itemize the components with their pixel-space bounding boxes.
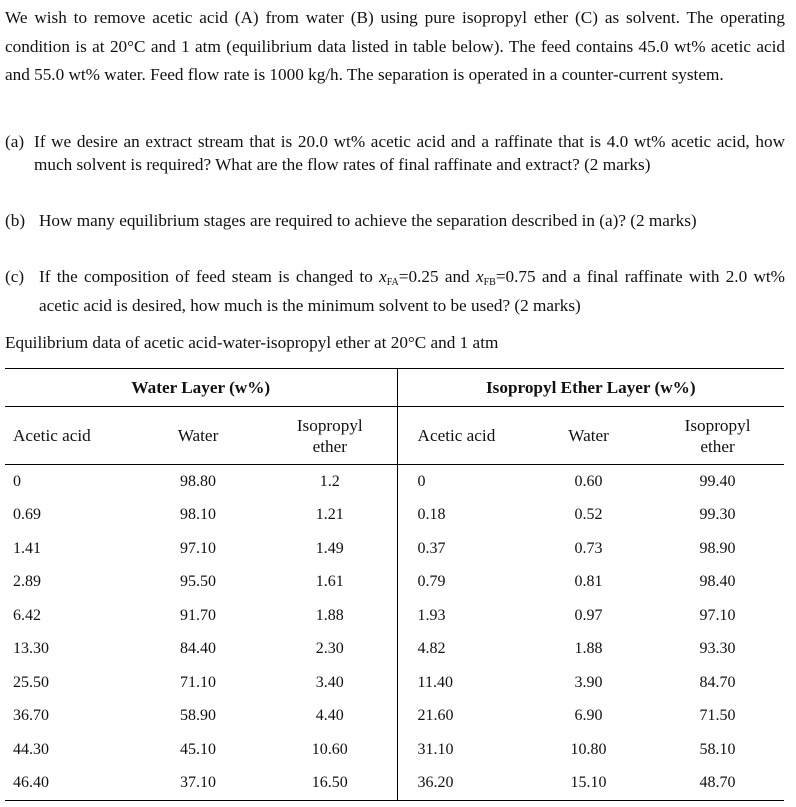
table-cell: 37.10 [133, 767, 263, 801]
table-cell: 6.90 [574, 707, 603, 725]
table-cell: 3.90 [574, 673, 603, 691]
table-cell: 0.79 [397, 566, 526, 600]
table-cell: 0.69 [13, 506, 41, 524]
table-caption: Equilibrium data of acetic acid-water-isopropyl ether at 20°C and 1 atm [5, 333, 499, 352]
table-row [5, 733, 784, 767]
table-cell: 97.10 [180, 539, 216, 557]
table-cell: 1.88 [574, 640, 603, 658]
question-a [5, 130, 785, 176]
table-cell: 93.30 [699, 640, 736, 658]
table-cell: 13.30 [13, 640, 49, 658]
table-cell: 98.10 [180, 506, 216, 524]
table-row [5, 700, 784, 734]
table-cell: 36.70 [13, 707, 49, 725]
table-row [5, 499, 784, 533]
equilibrium-table [5, 368, 784, 801]
table-cell: 1.93 [397, 599, 526, 633]
table-cell: 1.61 [315, 573, 344, 591]
ether-layer-water-header: Water [526, 407, 651, 465]
table-cell: 1.49 [315, 539, 344, 557]
table-cell: 0.52 [574, 506, 603, 524]
question-c [5, 265, 785, 317]
table-row [5, 532, 784, 566]
table-cell: 10.80 [570, 740, 607, 758]
table-cell: 10.60 [311, 740, 348, 758]
table-cell: 58.90 [180, 707, 216, 725]
table-cell: 58.10 [699, 740, 736, 758]
table-cell: 98.40 [699, 573, 736, 591]
table-cell: 0.81 [574, 573, 603, 591]
table-cell: 0 [13, 472, 21, 490]
table-cell: 16.50 [263, 767, 397, 801]
water-layer-water-header: Water [133, 407, 263, 465]
table-row [5, 599, 784, 633]
question-c-label: (c) [5, 267, 25, 286]
table-cell: 0.97 [574, 606, 603, 624]
table-cell: 45.10 [180, 740, 216, 758]
table-cell: 21.60 [397, 700, 526, 734]
question-b-label: (b) [5, 211, 26, 230]
table-cell: 95.50 [180, 573, 216, 591]
ether-layer-acetic-acid-header: Acetic acid [397, 407, 526, 465]
table-row [5, 465, 784, 499]
table-row [5, 767, 784, 801]
table-cell: 44.30 [13, 740, 49, 758]
table-cell: 0.60 [574, 472, 603, 490]
table-cell: 0 [397, 465, 526, 499]
table-cell: 0.37 [397, 532, 526, 566]
table-cell: 36.20 [397, 767, 526, 801]
problem-statement: We wish to remove acetic acid (A) from water (B) using pure isopropyl ether (C) as solvent. The operating condition is at 20°C and 1 atm (equilibrium data listed in table below). The feed contains 45.0 wt% acetic acid and 55.0 wt% water. Feed flow rate is 1000 kg/h. The separation is operated in a counter-current system. [5, 8, 785, 84]
table-cell: 91.70 [180, 606, 216, 624]
table-cell: 0.73 [574, 539, 603, 557]
table-cell: 0.18 [397, 499, 526, 533]
table-cell: 1.21 [315, 506, 344, 524]
table-cell: 25.50 [13, 673, 49, 691]
table-row [5, 666, 784, 700]
question-b [5, 209, 785, 232]
table-cell: 98.80 [180, 472, 216, 490]
table-row [5, 566, 784, 600]
water-layer-isopropyl-ether-header: Isopropyl ether [263, 407, 397, 465]
table-cell: 2.89 [13, 573, 41, 591]
table-cell: 46.40 [5, 767, 133, 801]
table-cell: 3.40 [315, 673, 344, 691]
ether-layer-isopropyl-ether-header: Isopropyl ether [651, 407, 784, 465]
table-cell: 84.70 [699, 673, 736, 691]
water-layer-header: Water Layer (w%) [5, 369, 397, 407]
table-cell: 2.30 [315, 640, 344, 658]
water-layer-acetic-acid-header: Acetic acid [5, 407, 133, 465]
table-cell: 4.40 [315, 707, 344, 725]
table-row [5, 633, 784, 667]
question-a-label: (a) [5, 132, 25, 151]
table-cell: 1.41 [13, 539, 41, 557]
table-cell: 31.10 [397, 733, 526, 767]
table-cell: 71.10 [180, 673, 216, 691]
table-cell: 71.50 [699, 707, 736, 725]
table-cell: 1.88 [315, 606, 344, 624]
table-cell: 15.10 [526, 767, 651, 801]
table-cell: 84.40 [180, 640, 216, 658]
table-cell: 97.10 [699, 606, 736, 624]
table-cell: 48.70 [651, 767, 784, 801]
table-cell: 6.42 [13, 606, 41, 624]
table-cell: 11.40 [397, 666, 526, 700]
table-cell: 98.90 [699, 539, 736, 557]
ether-layer-header: Isopropyl Ether Layer (w%) [397, 369, 784, 407]
table-cell: 4.82 [397, 633, 526, 667]
table-cell: 99.40 [699, 472, 736, 490]
question-c-text: If the composition of feed steam is changed to $x_{FA}=0.25$ and $x_{FB}=0.75$ and a final raffinate with 2.0 wt% acetic acid is desired, how much is the minimum solvent to be used? (2 marks) [39, 267, 785, 315]
table-cell: 99.30 [699, 506, 736, 524]
question-b-text: How many equilibrium stages are required to achieve the separation described in (a)? (2 marks) [39, 211, 697, 230]
table-cell: 1.2 [319, 472, 340, 490]
question-a-text: If we desire an extract stream that is 20.0 wt% acetic acid and a raffinate that is 4.0 wt% acetic acid, how much solvent is required? What are the flow rates of final raffinate and extract? (2 marks) [34, 132, 785, 174]
